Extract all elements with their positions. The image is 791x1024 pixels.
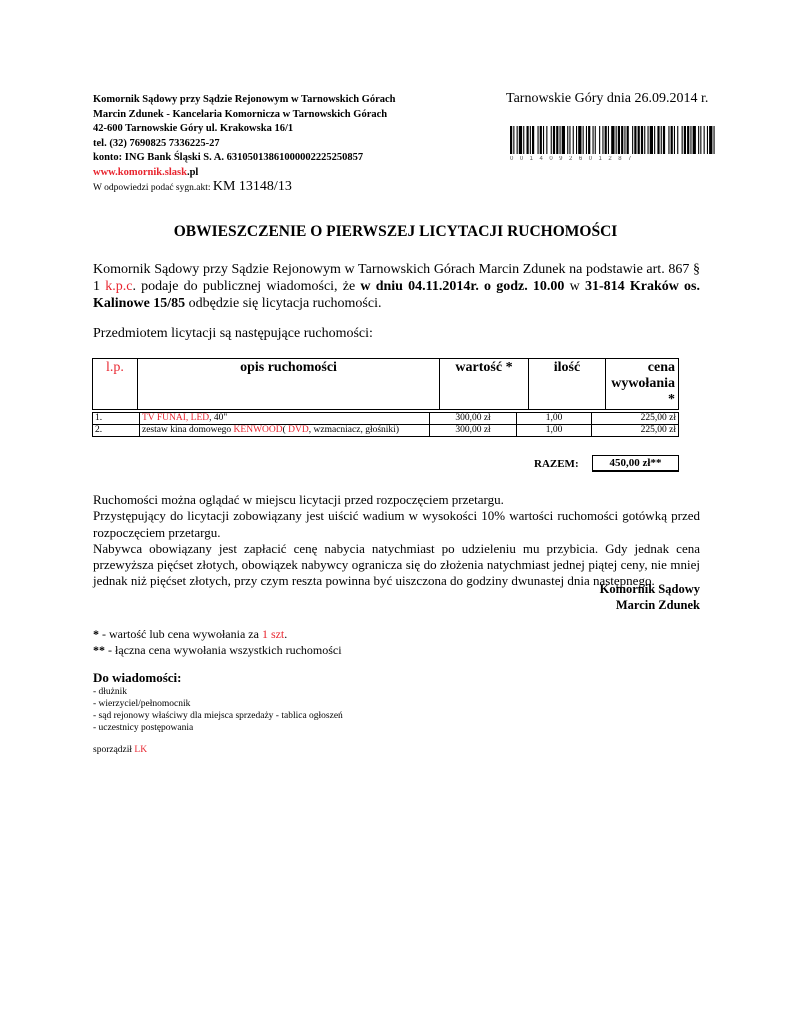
barcode-bar [674, 126, 675, 154]
intro-paragraph: Komornik Sądowy przy Sądzie Rejonowym w Tarnowskich Górach Marcin Zdunek na podstawie art. 867 § 1 k.p.c. podaje do publicznej wiadomości, że w dniu 04.11.2014r. o godz. 10.00 w 31-814 Kraków os. Kalinowe 15/85 odbędzie się licytacja ruchomości. [93, 262, 700, 311]
cell-value: 300,00 zł [430, 425, 517, 437]
signature-block [600, 581, 700, 613]
col-starting-price: cena wywołania * [606, 359, 679, 410]
barcode-bar [682, 126, 683, 154]
total-value: 450,00 zł** [592, 455, 679, 472]
barcode-bar [693, 126, 696, 154]
letterhead-line: Komornik Sądowy przy Sądzie Rejonowym w Tarnowskich Górach [93, 94, 396, 105]
barcode-bar [700, 126, 701, 154]
barcode-bar [644, 126, 645, 154]
terms-section [93, 492, 700, 590]
barcode-bar [704, 126, 705, 154]
distribution-list [93, 686, 343, 734]
barcode-bar [595, 126, 596, 154]
barcode-bar [532, 126, 534, 154]
auction-location: 31-814 Kraków os. Kalinowe 15/85 [93, 279, 700, 311]
barcode-bar [707, 126, 708, 154]
barcode-bar [641, 126, 643, 154]
barcode-bar [517, 126, 518, 154]
signature-title: Komornik Sądowy [599, 582, 700, 596]
cell-description: TV FUNAI, LED, 40" [140, 413, 430, 425]
cell-price: 225,00 zł [592, 425, 679, 437]
col-quantity: ilość [529, 359, 606, 410]
document-title: OBWIESZCZENIE O PIERWSZEJ LICYTACJI RUCHOMOŚCI [173, 223, 618, 240]
barcode-bar [671, 126, 673, 154]
col-value: wartość * [440, 359, 529, 410]
letterhead-address: 42-600 Tarnowskie Góry ul. Krakowska 16/1 [93, 123, 294, 134]
cell-lp: 2. [93, 425, 140, 437]
case-number: KM 13148/13 [212, 179, 292, 194]
list-item: - wierzyciel/pełnomocnik [93, 699, 191, 709]
barcode-bar [562, 126, 565, 154]
barcode-bar [624, 126, 625, 154]
list-item: - sąd rejonowy właściwy dla miejsca sprzedaży - tablica ogłoszeń [93, 711, 343, 721]
barcode-bar [684, 126, 686, 154]
table-row [93, 413, 679, 425]
barcode-bar [519, 126, 522, 154]
barcode-bar [638, 126, 640, 154]
barcode-bar [538, 126, 539, 154]
terms-payment: Nabywca obowiązany jest zapłacić cenę nabycia natychmiast po udzieleniu mu przybicia. Gdy jednak cena przewyższa pięćset złotych, obowiązek nabywcy ogranicza się do złożenia natychmiast jednej piątej ceny, nie mniej jednak niż pięćset złotych, przy czym reszta powinna być uiszczona do godziny dwunastej dnia następnego. [93, 540, 700, 589]
barcode-bar [687, 126, 689, 154]
barcode-bar [611, 126, 614, 154]
barcode-bar [583, 126, 584, 154]
barcode-bar [569, 126, 570, 154]
terms-deposit: Przystępujący do licytacji zobowiązany jest uiścić wadium w wysokości 10% wartości ruchomości gotówką przed rozpoczęciem przetargu. [93, 508, 700, 540]
barcode-bar [654, 126, 655, 154]
barcode-bar [605, 126, 607, 154]
barcode-bar [560, 126, 561, 154]
barcode-bar [618, 126, 620, 154]
barcode-bar [527, 126, 529, 154]
footnote-single: * - wartość lub cena wywołania za 1 szt. [93, 627, 288, 641]
list-item: - uczestnicy postępowania [93, 723, 194, 733]
barcode-bar [668, 126, 669, 154]
cell-price: 225,00 zł [592, 413, 679, 425]
items-table [92, 412, 679, 437]
barcode-bar [540, 126, 542, 154]
distribution-title: Do wiadomości: [93, 670, 182, 685]
barcode-digits: 0014092601287 [510, 156, 638, 162]
letterhead-account: konto: ING Bank Śląski S. A. 63105013861000002225250857 [93, 152, 364, 163]
auction-datetime: w dniu 04.11.2014r. o godz. 10.00 [360, 279, 565, 294]
barcode-bar [599, 126, 600, 154]
barcode-bar [588, 126, 590, 154]
cell-value: 300,00 zł [430, 413, 517, 425]
kpc-reference: k.p.c [105, 279, 133, 294]
prepared-by: sporządził LK [93, 745, 148, 755]
barcode-bar [677, 126, 678, 154]
barcode-bar [709, 126, 712, 154]
barcode-bar [543, 126, 544, 154]
barcode-bar [546, 126, 547, 154]
letterhead-website[interactable]: www.komornik.slask.pl [93, 166, 199, 178]
letterhead-line: Marcin Zdunek - Kancelaria Komornicza w Tarnowskich Górach [93, 108, 388, 120]
barcode-bar [648, 126, 649, 154]
case-reference: W odpowiedzi podać sygn.akt: KM 13148/13 [93, 179, 292, 194]
barcode-bar [634, 126, 636, 154]
barcode-bar [593, 126, 594, 154]
barcode-bar [578, 126, 581, 154]
barcode-bar [576, 126, 577, 154]
barcode-bar [567, 126, 568, 154]
barcode-bar [657, 126, 659, 154]
barcode-bar [661, 126, 662, 154]
barcode-bar [530, 126, 531, 154]
table-row [93, 425, 679, 437]
cell-description: zestaw kina domowego KENWOOD( DVD, wzmacniacz, głośniki) [140, 425, 430, 437]
barcode-bar [650, 126, 653, 154]
document-date: Tarnowskie Góry dnia 26.09.2014 r. [506, 91, 709, 106]
terms-inspection: Ruchomości można oglądać w miejscu licytacji przed rozpoczęciem przetargu. [93, 492, 504, 507]
barcode-bar [608, 126, 609, 154]
barcode-image [510, 126, 716, 154]
signature-name: Marcin Zdunek [615, 598, 700, 612]
col-description: opis ruchomości [138, 359, 440, 410]
barcode-bar [556, 126, 558, 154]
barcode-bar [616, 126, 617, 154]
barcode-bar [523, 126, 524, 154]
barcode-bar [632, 126, 633, 154]
subject-line: Przedmiotem licytacji są następujące ruchomości: [93, 326, 373, 341]
list-item: - dłużnik [93, 687, 128, 697]
items-table-header [92, 358, 679, 410]
barcode-bar [690, 126, 691, 154]
barcode-bar [602, 126, 603, 154]
barcode-bar [551, 126, 552, 154]
letterhead-phone: tel. (32) 7690825 7336225-27 [93, 137, 220, 149]
total-label: RAZEM: [534, 458, 579, 470]
footnote-total: ** - łączna cena wywołania wszystkich ruchomości [93, 643, 342, 657]
cell-lp: 1. [93, 413, 140, 425]
barcode-bar [510, 126, 512, 154]
barcode-bar [586, 126, 587, 154]
col-lp: l.p. [93, 359, 138, 410]
bailiff-letterhead [93, 93, 395, 196]
barcode-bar [621, 126, 623, 154]
barcode-bar [698, 126, 699, 154]
barcode-bar [627, 126, 629, 154]
cell-quantity: 1,00 [517, 413, 592, 425]
barcode-bar [663, 126, 665, 154]
cell-quantity: 1,00 [517, 425, 592, 437]
barcode-bar [513, 126, 514, 154]
barcode-bar [714, 126, 715, 154]
barcode-bar [573, 126, 574, 154]
barcode-bar [553, 126, 555, 154]
footnotes [93, 626, 342, 658]
